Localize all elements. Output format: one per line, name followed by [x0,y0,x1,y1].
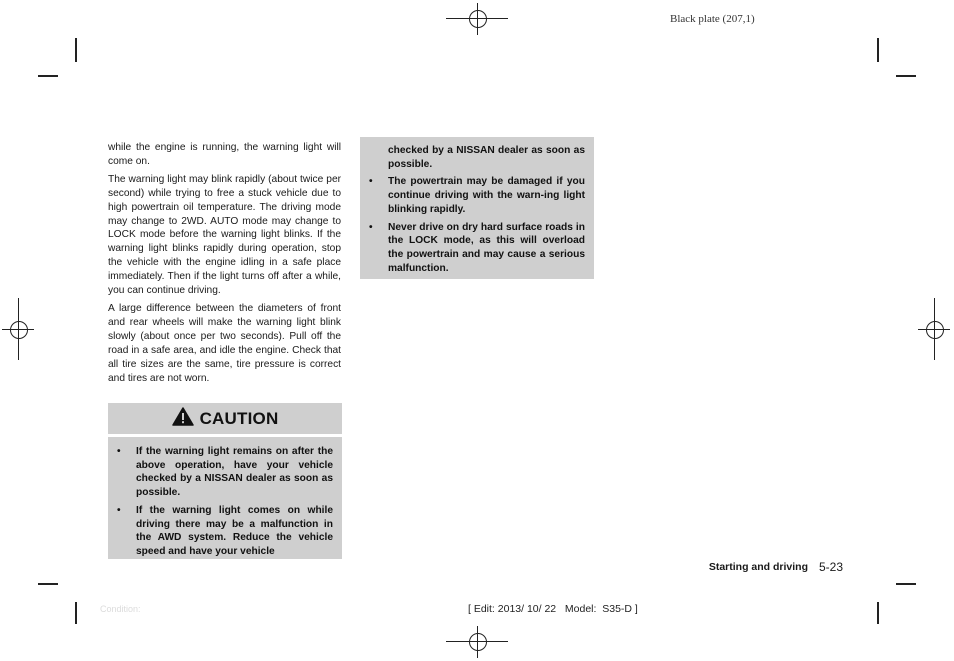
caution-item-text: Never drive on dry hard surface roads in the LOCK mode, as this will overload the powertrain and may cause a serious malfunction. [388,221,585,274]
condition-label: Condition: [100,604,141,614]
body-text-left [108,141,341,389]
edit-info: [ Edit: 2013/ 10/ 22 Model: S35-D ] [468,603,638,615]
page-number: 5-23 [819,560,844,574]
caution-header [108,403,342,434]
crop-mark [896,75,916,77]
caution-title: CAUTION [199,408,279,428]
caution-item: • If the warning light remains on after the above operation, have your vehicle checked by a NISSAN dealer as soon as possible. [117,446,333,499]
crop-mark [75,602,77,624]
crop-mark [38,75,58,77]
caution-item: • If the warning light comes on while driving there may be a malfunction in the AWD system. Reduce the vehicle speed and have your vehicle [117,504,333,557]
registration-mark-bottom [446,626,508,658]
section-title: Starting and driving [708,561,808,573]
paragraph: The warning light may blink rapidly (about twice per second) while trying to free a stuck vehicle due to high powertrain oil temperature. The driving mode may change to 2WD. AUTO mode may change to LOCK mode before the warning light blinks. If the warning light blinks rapidly during operation, stop the vehicle with the engine idling in a safe place immediately. Then if the light turns off after a while, you can continue driving. [108,173,341,297]
paragraph: while the engine is running, the warning light will come on. [108,142,341,167]
registration-mark-right [918,298,950,360]
crop-mark [877,602,879,624]
plate-label: Black plate (207,1) [670,13,755,25]
caution-item-text: If the warning light remains on after the above operation, have your vehicle checked by a NISSAN dealer as soon as possible. [136,446,333,499]
crop-mark [75,38,77,62]
caution-item: • Never drive on dry hard surface roads in the LOCK mode, as this will overload the powertrain and may cause a serious malfunction. [369,221,585,274]
caution-item: • The powertrain may be damaged if you continue driving with the warn-ing light blinking rapidly. [369,176,585,215]
warning-triangle-icon [172,407,194,431]
crop-mark [896,583,916,585]
paragraph: A large difference between the diameters of front and rear wheels will make the warning light blink slowly (about once per two seconds). Pull off the road in a safe area, and idle the engine. Check that all tire sizes are the same, tire pressure is correct and tires are not worn. [108,302,341,384]
caution-body [108,437,342,559]
caution-continued [360,137,594,279]
crop-mark [38,583,58,585]
registration-mark-left [2,298,34,360]
caution-item-text: If the warning light comes on while driving there may be a malfunction in the AWD system. Reduce the vehicle speed and have your vehicle [136,504,333,557]
caution-continuation-text: checked by a NISSAN dealer as soon as possible. [388,145,585,170]
caution-item-text: The powertrain may be damaged if you continue driving with the warn-ing light blinking rapidly. [388,176,585,215]
registration-mark-top [446,3,508,35]
crop-mark [877,38,879,62]
